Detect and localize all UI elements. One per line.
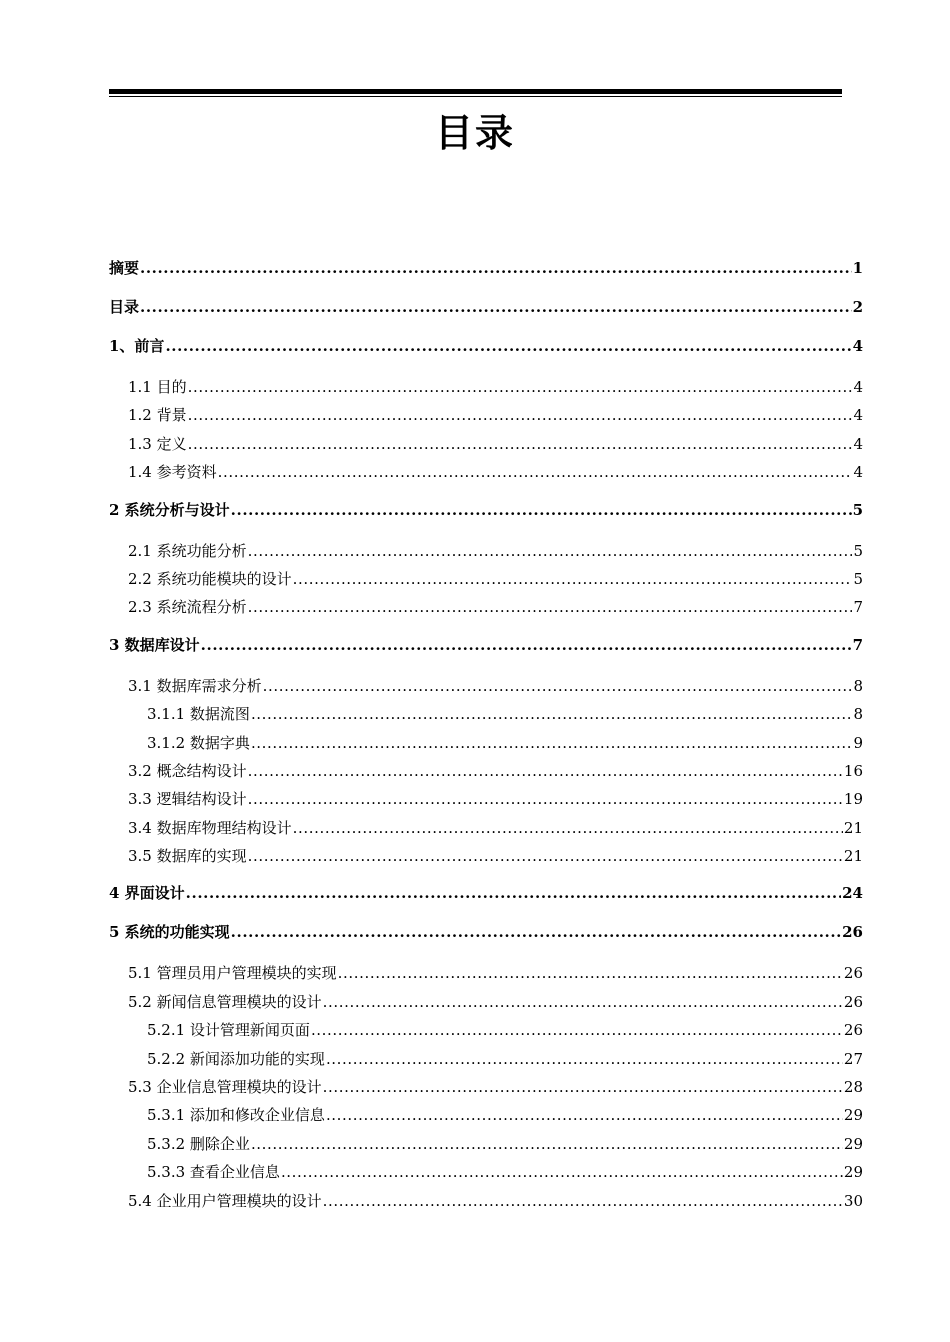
header-rule-thick [109, 89, 842, 94]
toc-dot-leader [188, 430, 853, 458]
toc-entry-label: 2.1 系统功能分析 [128, 541, 247, 560]
toc-entry[interactable] [109, 498, 863, 522]
toc-entry-label: 1.4 参考资料 [128, 463, 217, 482]
toc-entry-label: 2.2 系统功能模块的设计 [128, 569, 292, 588]
toc-entry[interactable] [109, 1101, 863, 1129]
toc-entry-label: 摘要 [109, 259, 140, 277]
toc-page-number: 5 [853, 569, 863, 588]
toc-dot-leader [248, 757, 843, 785]
toc-entry-label: 5.3 企业信息管理模块的设计 [128, 1078, 322, 1097]
toc-entry[interactable] [109, 881, 863, 905]
toc-dot-leader [293, 814, 843, 842]
toc-entry[interactable] [109, 1045, 863, 1073]
toc-entry[interactable] [109, 920, 863, 944]
toc-entry-label: 1、前言 [109, 337, 165, 355]
toc-entry-label: 4 界面设计 [109, 884, 185, 903]
toc-entry[interactable] [109, 729, 863, 757]
toc-entry[interactable] [109, 757, 863, 785]
toc-entry-label: 3.1 数据库需求分析 [128, 676, 262, 695]
toc-page-number: 26 [843, 964, 863, 983]
toc-entry[interactable] [109, 458, 863, 486]
toc-entry-label: 5.3.3 查看企业信息 [147, 1163, 280, 1182]
toc-entry[interactable] [109, 1187, 863, 1215]
toc-page-number: 8 [853, 676, 863, 695]
toc-dot-leader [186, 881, 841, 905]
toc-entry-label: 3.1.1 数据流图 [147, 705, 250, 724]
toc-page-number: 5 [852, 500, 863, 519]
toc-dot-leader [263, 672, 853, 700]
toc-entry[interactable] [109, 537, 863, 565]
toc-entry-label: 5.3.2 删除企业 [147, 1134, 250, 1153]
toc-entry-label: 3.1.2 数据字典 [147, 733, 250, 752]
toc-entry[interactable] [109, 565, 863, 593]
toc-entry[interactable] [109, 1130, 863, 1158]
toc-entry[interactable] [109, 672, 863, 700]
toc-entry[interactable] [109, 814, 863, 842]
toc-entry[interactable] [109, 1016, 863, 1044]
toc-entry-label: 5.1 管理员用户管理模块的实现 [128, 964, 337, 983]
page-title: 目录 [434, 111, 515, 155]
toc-dot-leader [248, 842, 843, 870]
toc-dot-leader [165, 334, 851, 358]
toc-page-number: 29 [843, 1106, 863, 1125]
toc-entry[interactable] [109, 959, 863, 987]
toc-entry-label: 3.5 数据库的实现 [128, 847, 247, 866]
toc-page-number: 26 [843, 992, 863, 1011]
toc-page-number: 9 [853, 733, 863, 752]
toc-dot-leader [251, 729, 853, 757]
toc-dot-leader [188, 373, 853, 401]
toc-entry-label: 3.2 概念结构设计 [128, 761, 247, 780]
toc-entry[interactable] [109, 295, 863, 319]
toc-page-number: 4 [853, 378, 863, 396]
toc-entry[interactable] [109, 988, 863, 1016]
toc-dot-leader [218, 458, 853, 486]
toc-page-number: 21 [843, 818, 863, 837]
toc-entry-label: 5.3.1 添加和修改企业信息 [147, 1106, 325, 1125]
toc-page-number: 2 [852, 298, 863, 316]
toc-entry-label: 3.4 数据库物理结构设计 [128, 818, 292, 837]
toc-dot-leader [251, 1130, 843, 1158]
toc-dot-leader [140, 295, 852, 319]
toc-page-number: 19 [843, 790, 863, 809]
toc-page-number: 7 [852, 635, 863, 654]
toc-page-number: 21 [843, 847, 863, 866]
toc-dot-leader [293, 565, 853, 593]
toc-entry[interactable] [109, 334, 863, 358]
toc-entry-label: 5 系统的功能实现 [109, 923, 230, 942]
toc-entry-label: 5.2.1 设计管理新闻页面 [147, 1021, 310, 1040]
toc-dot-leader [248, 537, 853, 565]
toc-entry-label: 目录 [109, 298, 140, 316]
toc-entry-label: 2 系统分析与设计 [109, 500, 230, 519]
toc-entry-label: 3.3 逻辑结构设计 [128, 790, 247, 809]
toc-page-number: 4 [853, 463, 863, 482]
toc-page-number: 29 [843, 1163, 863, 1182]
toc-entry-label: 5.2 新闻信息管理模块的设计 [128, 992, 322, 1011]
toc-dot-leader [231, 498, 852, 522]
toc-entry[interactable] [109, 1158, 863, 1186]
toc-entry[interactable] [109, 785, 863, 813]
header-rule-thin [109, 96, 842, 97]
toc-dot-leader [188, 401, 853, 429]
toc-page-number: 8 [853, 705, 863, 724]
toc-entry-label: 5.4 企业用户管理模块的设计 [128, 1191, 322, 1210]
toc-dot-leader [201, 633, 852, 657]
toc-page-number: 24 [842, 884, 863, 903]
toc-page-number: 27 [843, 1049, 863, 1068]
toc-entry[interactable] [109, 700, 863, 728]
toc-entry[interactable] [109, 1073, 863, 1101]
toc-dot-leader [323, 1187, 843, 1215]
table-of-contents [109, 256, 863, 1215]
toc-entry[interactable] [109, 633, 863, 657]
toc-page-number: 26 [843, 1021, 863, 1040]
toc-page-number: 4 [853, 434, 863, 453]
toc-page-number: 7 [853, 598, 863, 617]
toc-dot-leader [311, 1016, 843, 1044]
toc-page-number: 4 [852, 337, 863, 355]
toc-dot-leader [248, 785, 843, 813]
toc-page-number: 5 [853, 541, 863, 560]
toc-dot-leader [323, 1073, 843, 1101]
toc-page-number: 4 [853, 406, 863, 425]
toc-entry[interactable] [109, 401, 863, 429]
toc-page-number: 16 [843, 761, 863, 780]
toc-entry[interactable] [109, 256, 863, 280]
toc-entry[interactable] [109, 593, 863, 621]
toc-dot-leader [231, 920, 841, 944]
toc-dot-leader [338, 959, 843, 987]
toc-dot-leader [251, 700, 853, 728]
toc-entry[interactable] [109, 430, 863, 458]
toc-entry-label: 1.1 目的 [128, 378, 187, 396]
toc-entry-label: 3 数据库设计 [109, 635, 200, 654]
toc-page-number: 29 [843, 1134, 863, 1153]
toc-entry-label: 2.3 系统流程分析 [128, 598, 247, 617]
toc-dot-leader [323, 988, 843, 1016]
toc-dot-leader [248, 593, 853, 621]
toc-entry-label: 1.3 定义 [128, 434, 187, 453]
toc-entry[interactable] [109, 373, 863, 401]
toc-entry-label: 1.2 背景 [128, 406, 187, 425]
toc-entry[interactable] [109, 842, 863, 870]
toc-dot-leader [281, 1158, 843, 1186]
toc-page-number: 1 [852, 259, 863, 277]
toc-dot-leader [326, 1045, 843, 1073]
toc-page-number: 28 [843, 1078, 863, 1097]
toc-page-number: 26 [842, 923, 863, 942]
toc-dot-leader [326, 1101, 843, 1129]
toc-dot-leader [140, 256, 852, 280]
toc-entry-label: 5.2.2 新闻添加功能的实现 [147, 1049, 325, 1068]
toc-page-number: 30 [843, 1191, 863, 1210]
